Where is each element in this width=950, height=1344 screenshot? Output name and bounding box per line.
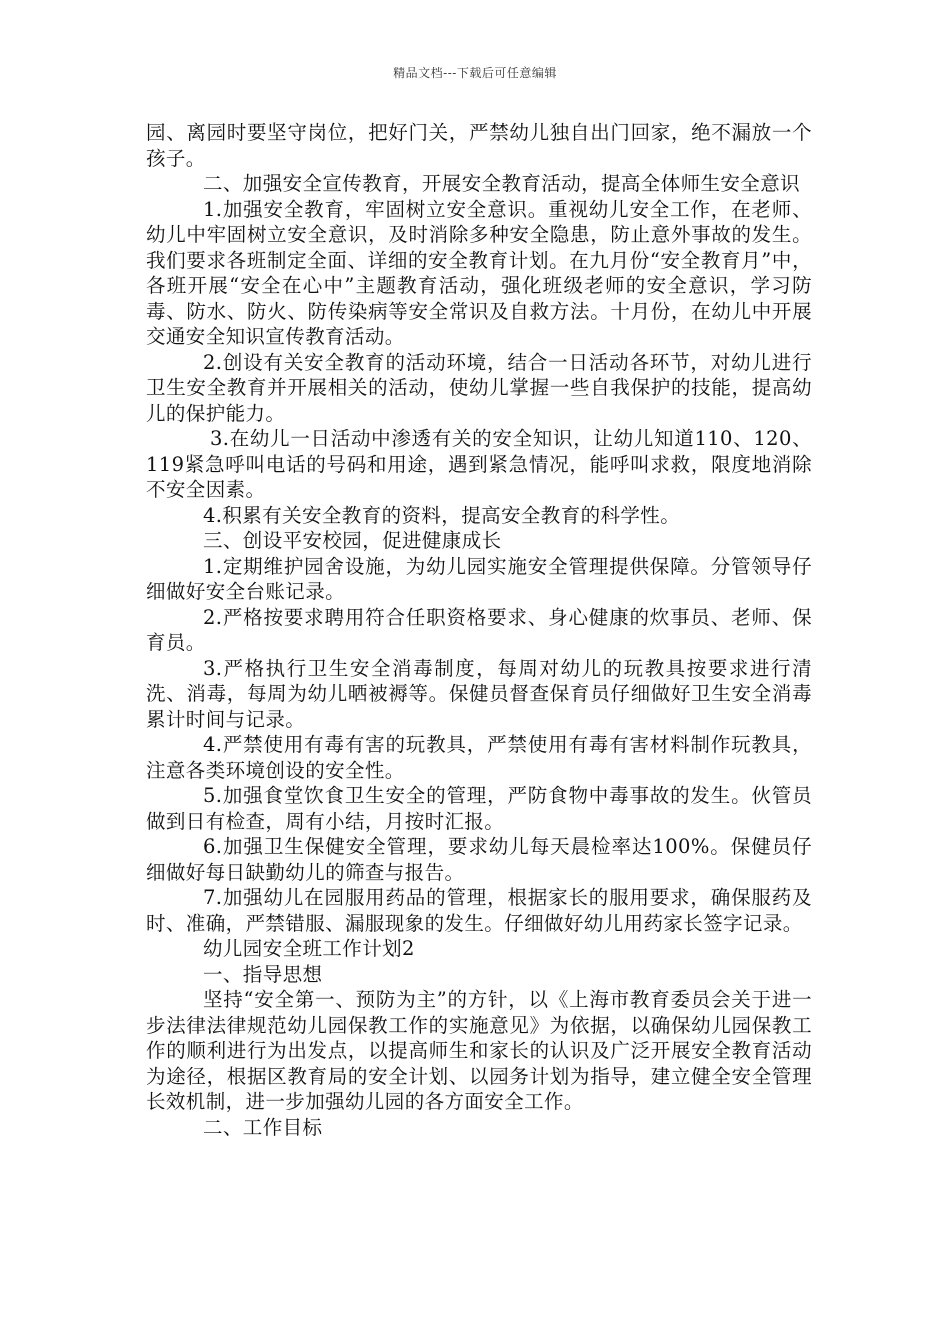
plan-title: 幼儿园安全班工作计划2	[203, 937, 415, 960]
paragraph-item-3: 3.严格执行卫生安全消毒制度，每周对幼儿的玩教具按要求进行清洗、消毒，每周为幼儿晒被褥等。保健员督查保育员仔细做好卫生安全消毒累计时间与记录。	[146, 656, 812, 731]
paragraph-item-1: 1.定期维护园舍设施，为幼儿园实施安全管理提供保障。分管领导仔细做好安全台账记录。	[146, 554, 812, 603]
document-body	[146, 120, 812, 1140]
paragraph-item-2: 2.严格按要求聘用符合任职资格要求、身心健康的炊事员、老师、保育员。	[146, 605, 812, 654]
section-heading-1: 一、指导思想	[203, 962, 323, 986]
paragraph-item-4: 4.严禁使用有毒有害的玩教具，严禁使用有毒有害材料制作玩教具，注意各类环境创设的安全性。	[146, 733, 812, 782]
paragraph-item-6: 6.加强卫生保健安全管理，要求幼儿每天晨检率达100%。保健员仔细做好每日缺勤幼儿的筛查与报告。	[146, 835, 812, 884]
paragraph-item-4: 4.积累有关安全教育的资料，提高安全教育的科学性。	[203, 503, 681, 527]
page-header: 精品文档---下载后可任意编辑	[393, 66, 557, 80]
paragraph-continuation: 园、离园时要坚守岗位，把好门关，严禁幼儿独自出门回家，绝不漏放一个孩子。	[146, 121, 812, 170]
paragraph-guiding-ideology: 坚持“安全第一、预防为主”的方针，以《上海市教育委员会关于进一步法律法律规范幼儿园保教工作的实施意见》为依据，以确保幼儿园保教工作的顺利进行为出发点，以提高师生和家长的认识及广泛开展安全教育活动为途径，根据区教育局的安全计划、以园务计划为指导，建立健全安全管理长效机制，进一步加强幼儿园的各方面安全工作。	[146, 988, 812, 1113]
paragraph-item-7: 7.加强幼儿在园服用药品的管理，根据家长的服用要求，确保服药及时、准确，严禁错服、漏服现象的发生。仔细做好幼儿用药家长签字记录。	[146, 886, 812, 935]
paragraph-item-3: 3.在幼儿一日活动中渗透有关的安全知识，让幼儿知道110、120、119紧急呼叫电话的号码和用途，遇到紧急情况，能呼叫求救，限度地消除不安全因素。	[146, 427, 812, 501]
section-heading-goals: 二、工作目标	[203, 1115, 323, 1139]
paragraph-item-1: 1.加强安全教育，牢固树立安全意识。重视幼儿安全工作，在老师、幼儿中牢固树立安全意识，及时消除多种安全隐患，防止意外事故的发生。我们要求各班制定全面、详细的安全教育计划。在九月份“安全教育月”中，各班开展“安全在心中”主题教育活动，强化班级老师的安全意识，学习防毒、防水、防火、防传染病等安全常识及自救方法。十月份，在幼儿中开展交通安全知识宣传教育活动。	[146, 197, 812, 348]
paragraph-item-5: 5.加强食堂饮食卫生安全的管理，严防食物中毒事故的发生。伙管员做到日有检查，周有小结，月按时汇报。	[146, 784, 812, 833]
section-heading-2: 二、加强安全宣传教育，开展安全教育活动，提高全体师生安全意识	[203, 172, 801, 195]
section-heading-3: 三、创设平安校园，促进健康成长	[203, 529, 502, 552]
paragraph-item-2: 2.创设有关安全教育的活动环境，结合一日活动各环节，对幼儿进行卫生安全教育并开展相关的活动，使幼儿掌握一些自我保护的技能，提高幼儿的保护能力。	[146, 350, 812, 425]
